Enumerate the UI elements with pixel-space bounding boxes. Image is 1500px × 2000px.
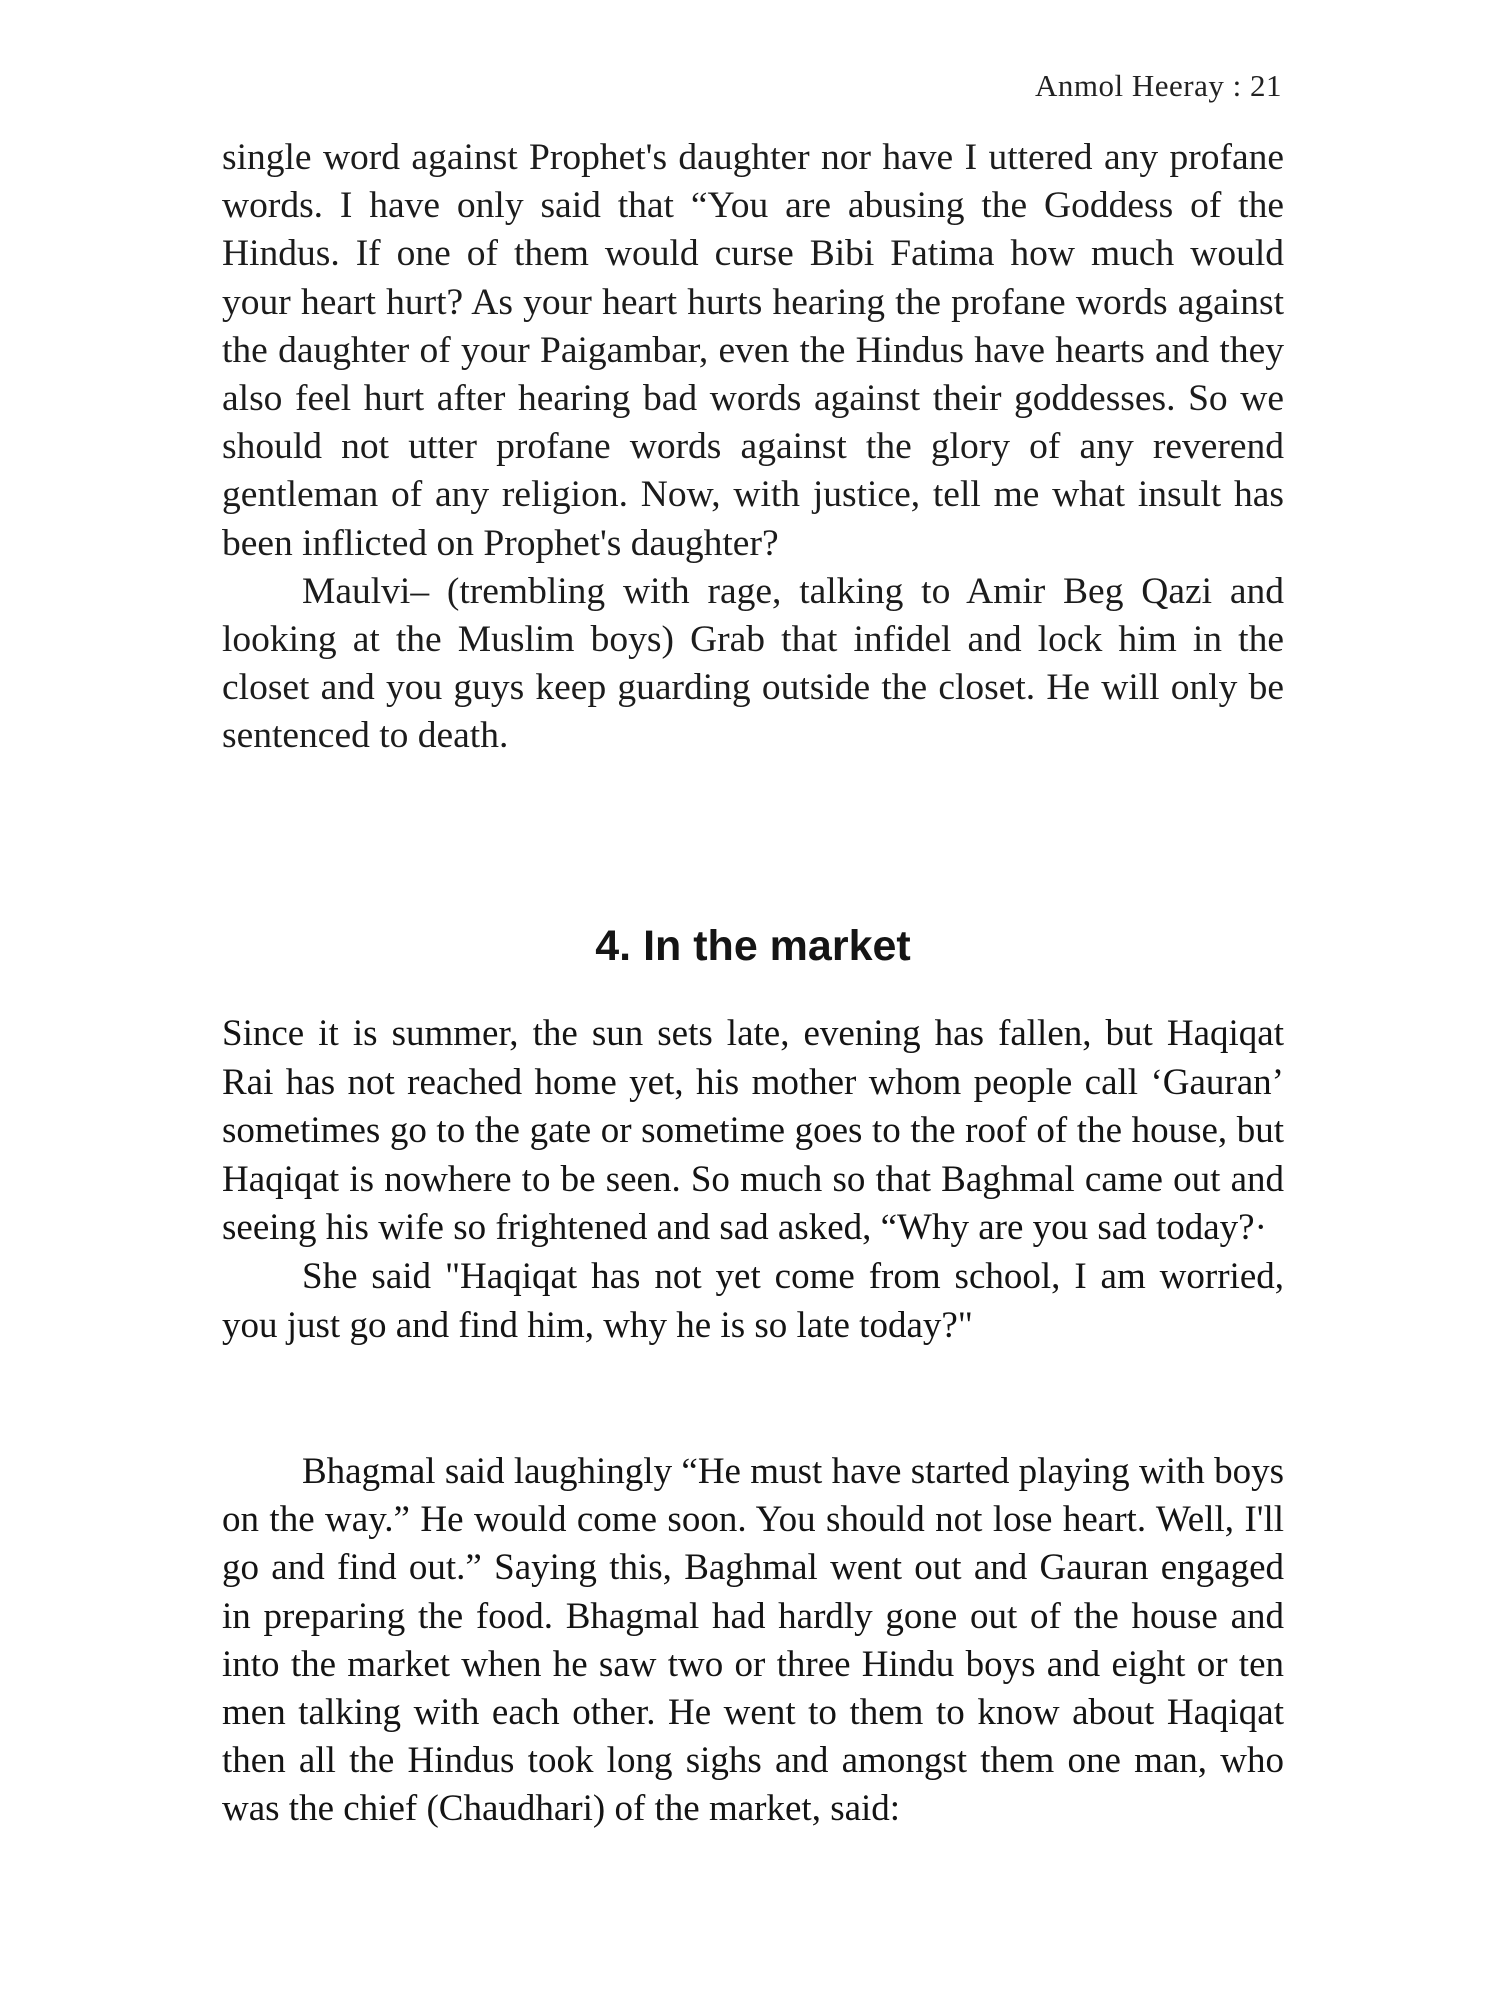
section-1-text: [222, 134, 1284, 761]
paragraph-she-said: She said "Haqiqat has not yet come from school, I am worried, you just go and find him, why he is so late today?": [222, 1255, 1284, 1346]
paragraph-continuation: single word against Prophet's daughter nor have I uttered any profane words. I have only said that “You are abusing the Goddess of the Hindus. If one of them would curse Bibi Fatima how much would your heart hurt? As your heart hurts hearing the profane words against the daughter of your Paigambar, even the Hindus have hearts and they also feel hurt after hearing bad words against their goddesses. So we should not utter profane words against the glory of any reverend gentleman of any religion. Now, with justice, tell me what insult has been inflicted on Prophet's daughter?: [222, 137, 1284, 564]
section-3-text: [222, 1448, 1284, 1834]
section-2-text: [222, 1010, 1284, 1350]
paragraph-summer: Since it is summer, the sun sets late, evening has fallen, but Haqiqat Rai has not reached home yet, his mother whom people call ‘Gauran’ sometimes go to the gate or sometime goes to the roof of the house, but Haqiqat is nowhere to be seen. So much so that Baghmal came out and seeing his wife so frightened and sad asked, “Why are you sad today?·: [222, 1013, 1284, 1249]
running-head: Anmol Heeray : 21: [1035, 68, 1282, 103]
chapter-heading: 4. In the market: [595, 922, 911, 970]
paragraph-maulvi: Maulvi– (trembling with rage, talking to Amir Beg Qazi and looking at the Muslim boys) Grab that infidel and lock him in the closet and you guys keep guarding outside the closet. He will only be sentenced to death.: [222, 570, 1284, 757]
paragraph-bhagmal: Bhagmal said laughingly “He must have started playing with boys on the way.” He would come soon. You should not lose heart. Well, I'll go and find out.” Saying this, Baghmal went out and Gauran engaged in preparing the food. Bhagmal had hardly gone out of the house and into the market when he saw two or three Hindu boys and eight or ten men talking with each other. He went to them to know about Haqiqat then all the Hindus took long sighs and amongst them one man, who was the chief (Chaudhari) of the market, said:: [222, 1451, 1284, 1830]
